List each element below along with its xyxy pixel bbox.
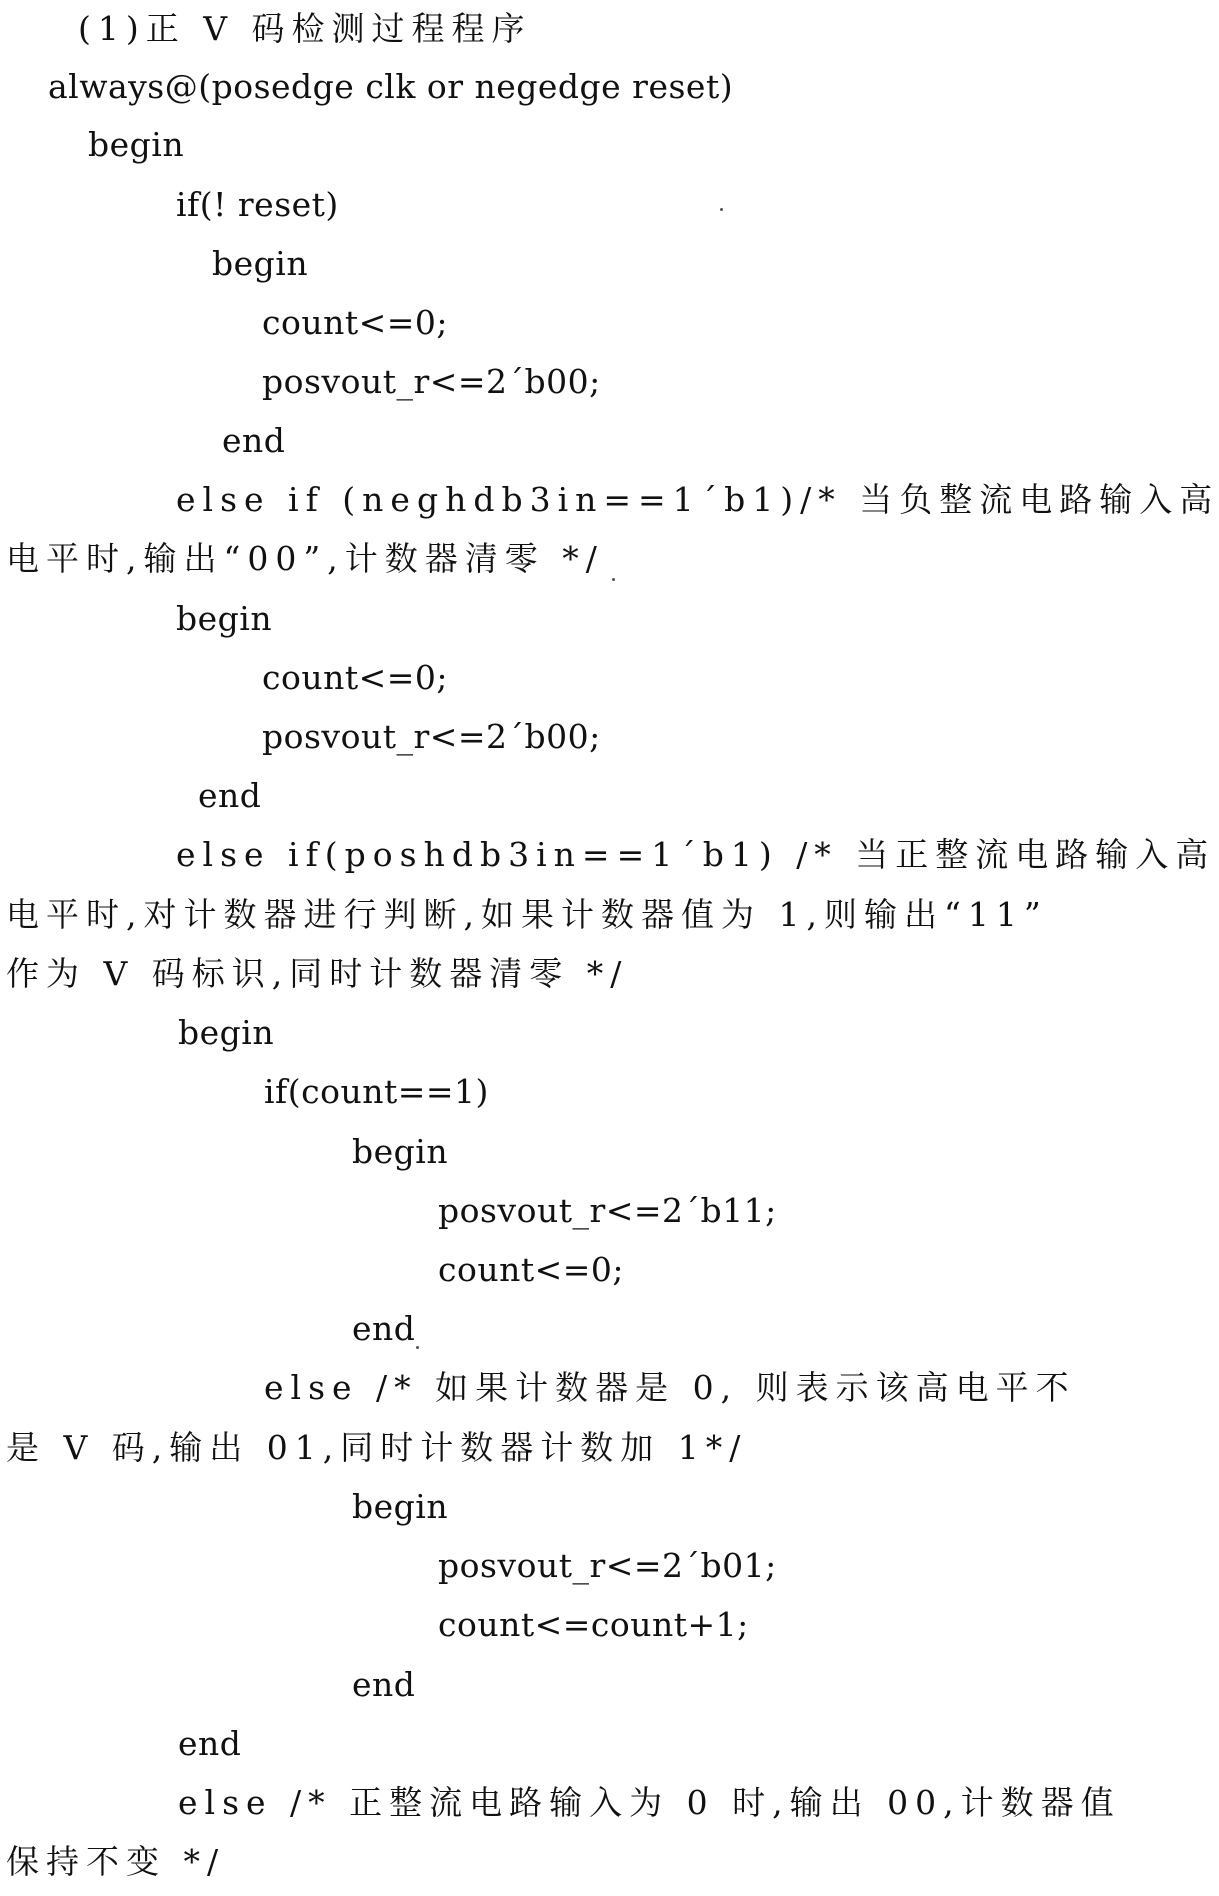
code-line: begin: [212, 244, 309, 283]
code-line: count<=0;: [438, 1250, 625, 1289]
code-line: else /* 正整流电路输入为 0 时,输出 00,计数器值: [178, 1783, 1121, 1822]
code-line: end: [352, 1309, 416, 1348]
code-line: end: [178, 1724, 242, 1763]
code-line: posvout_r<=2´b00;: [262, 362, 601, 401]
comment-continuation: 作为 V 码标识,同时计数器清零 */: [6, 954, 629, 993]
code-line: begin: [88, 125, 185, 164]
code-line: posvout_r<=2´b01;: [438, 1546, 777, 1585]
code-line: else if (neghdb3in==1´b1)/* 当负整流电路输入高: [176, 480, 1219, 519]
code-line: if(! reset): [176, 185, 339, 224]
comment-continuation: 是 V 码,输出 01,同时计数器计数加 1*/: [6, 1428, 748, 1467]
code-line: if(count==1): [264, 1072, 489, 1111]
scan-speck: [720, 208, 723, 211]
code-line: begin: [352, 1132, 449, 1171]
code-line: posvout_r<=2´b11;: [438, 1191, 777, 1230]
code-line: count<=0;: [262, 658, 449, 697]
code-line: always@(posedge clk or negedge reset): [48, 67, 734, 106]
code-line: end: [222, 421, 286, 460]
scan-speck: [612, 578, 615, 581]
code-line: begin: [176, 599, 273, 638]
comment-continuation: 电平时,对计数器进行判断,如果计数器值为 1,则输出“11”: [6, 895, 1048, 934]
code-line: else if(poshdb3in==1´b1) /* 当正整流电路输入高: [176, 835, 1216, 874]
code-line: end: [352, 1665, 416, 1704]
code-line: begin: [178, 1013, 275, 1052]
code-line: count<=0;: [262, 303, 449, 342]
code-line: begin: [352, 1487, 449, 1526]
comment-continuation: 电平时,输出“00”,计数器清零 */: [6, 539, 604, 578]
code-line: end: [198, 776, 262, 815]
code-line: else /* 如果计数器是 0, 则表示该高电平不: [264, 1368, 1076, 1407]
section-heading: (1)正 V 码检测过程程序: [78, 9, 532, 48]
code-line: count<=count+1;: [438, 1605, 749, 1644]
comment-continuation: 保持不变 */: [6, 1842, 226, 1881]
code-line: posvout_r<=2´b00;: [262, 717, 601, 756]
scan-speck: [416, 1346, 419, 1349]
